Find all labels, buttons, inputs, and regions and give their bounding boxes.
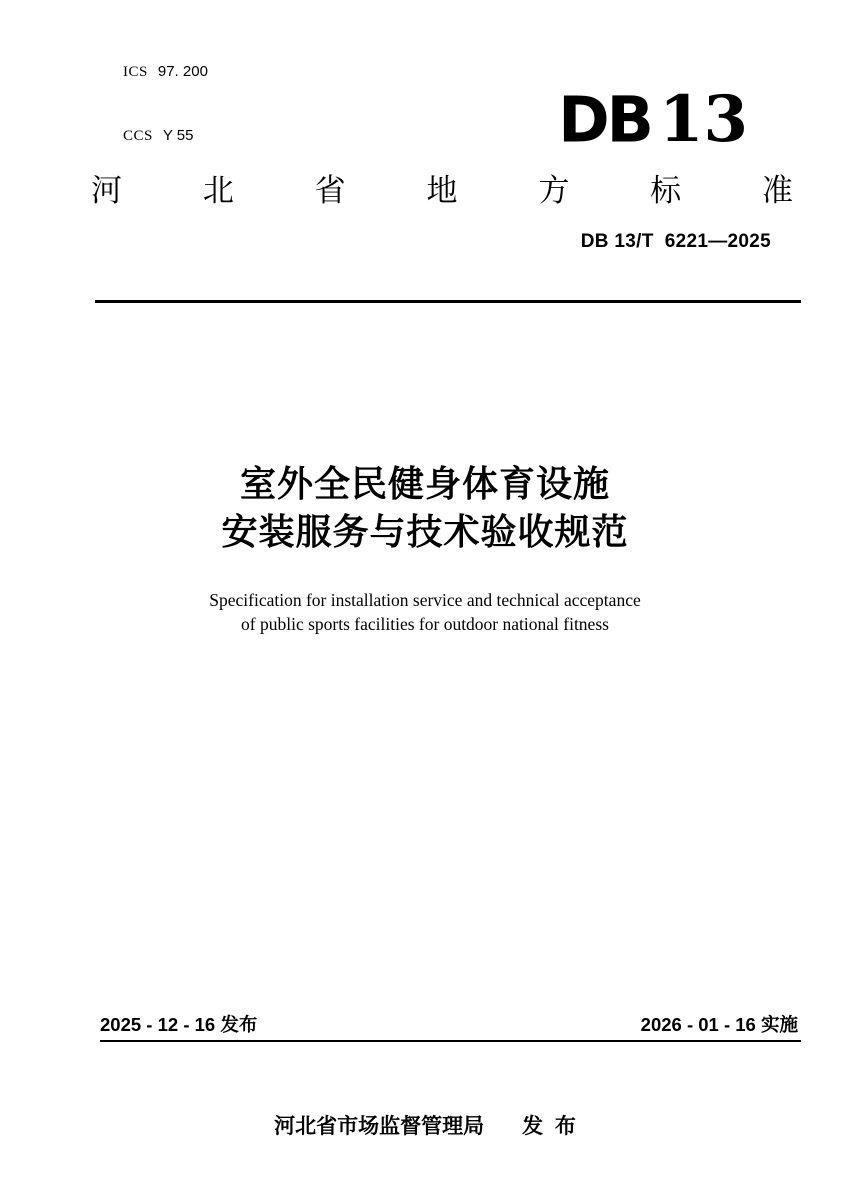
ccs-code-row: [98, 104, 208, 168]
footer-divider-line: [100, 1040, 801, 1042]
db-logo-letters: DB: [558, 82, 651, 157]
type-char: 地: [426, 173, 458, 208]
type-char: 准: [761, 173, 793, 208]
title-line-1: 室外全民健身体育设施: [239, 463, 610, 504]
publisher-row: [0, 1110, 850, 1140]
ics-value: 97. 200: [157, 63, 208, 80]
ics-code-row: [98, 40, 208, 104]
publisher-name: 河北省市场监督管理局: [274, 1115, 485, 1138]
type-char: 省: [314, 173, 346, 208]
type-char: 河: [91, 173, 122, 208]
standard-type-heading: [91, 165, 793, 210]
publish-label: 发 布: [522, 1115, 576, 1138]
header-divider-line: [95, 300, 801, 303]
dates-row: [100, 1011, 798, 1037]
subtitle-line-2: of public sports facilities for outdoor national fitness: [241, 614, 609, 634]
classification-codes: [98, 40, 208, 168]
ccs-value: Y 55: [162, 127, 194, 144]
type-char: 北: [202, 173, 234, 208]
ics-label: ICS: [123, 64, 148, 80]
title-line-2: 安装服务与技术验收规范: [221, 511, 629, 552]
db13-logo: [558, 82, 748, 157]
type-char: 标: [650, 173, 682, 208]
english-subtitle: [0, 588, 850, 636]
document-title: [0, 460, 850, 556]
type-char: 方: [538, 173, 570, 208]
ccs-label: CCS: [123, 128, 153, 144]
subtitle-line-1: Specification for installation service and technical acceptance: [209, 590, 641, 610]
standard-number: DB 13/T 6221—2025: [580, 231, 771, 252]
db-logo-number: 13: [658, 82, 748, 157]
implementation-date: 2026 - 01 - 16 实施: [640, 1014, 798, 1035]
issue-date: 2025 - 12 - 16 发布: [100, 1014, 258, 1035]
